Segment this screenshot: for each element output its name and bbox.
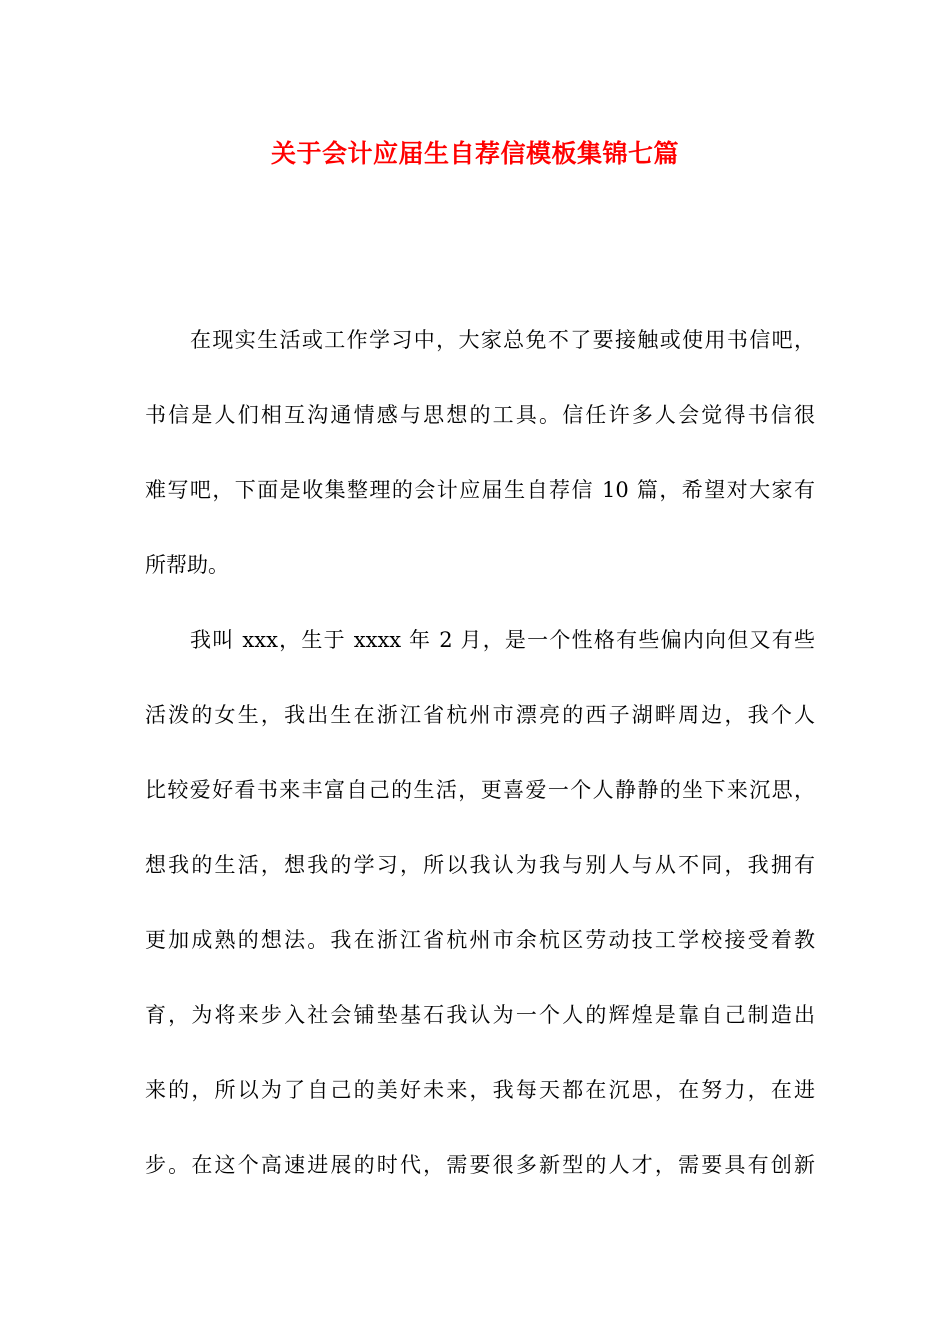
paragraph-line: 书信是人们相互沟通情感与思想的工具。信任许多人会觉得书信很 [145,403,815,427]
document-title: 关于会计应届生自荐信模板集锦七篇 [270,139,679,168]
paragraph-line: 步。在这个高速进展的时代，需要很多新型的人才，需要具有创新 [145,1153,815,1177]
paragraph-line: 比较爱好看书来丰富自己的生活，更喜爱一个人静静的坐下来沉思， [145,778,815,802]
paragraph-line: 育，为将来步入社会铺垫基石我认为一个人的辉煌是靠自己制造出 [145,1003,815,1027]
paragraph-line: 活泼的女生，我出生在浙江省杭州市漂亮的西子湖畔周边，我个人 [145,703,815,727]
paragraph-line: 难写吧，下面是收集整理的会计应届生自荐信 10 篇，希望对大家有 [145,478,815,502]
paragraph-line: 来的，所以为了自己的美好未来，我每天都在沉思，在努力，在进 [145,1078,815,1102]
paragraph-line: 想我的生活，想我的学习，所以我认为我与别人与从不同，我拥有 [145,853,815,877]
paragraph-line: 更加成熟的想法。我在浙江省杭州市余杭区劳动技工学校接受着教 [145,928,815,952]
paragraph-line: 在现实生活或工作学习中，大家总免不了要接触或使用书信吧， [190,328,815,352]
paragraph-line: 所帮助。 [145,553,229,577]
paragraph-line: 我叫 xxx，生于 xxxx 年 2 月，是一个性格有些偏内向但又有些 [190,628,815,652]
